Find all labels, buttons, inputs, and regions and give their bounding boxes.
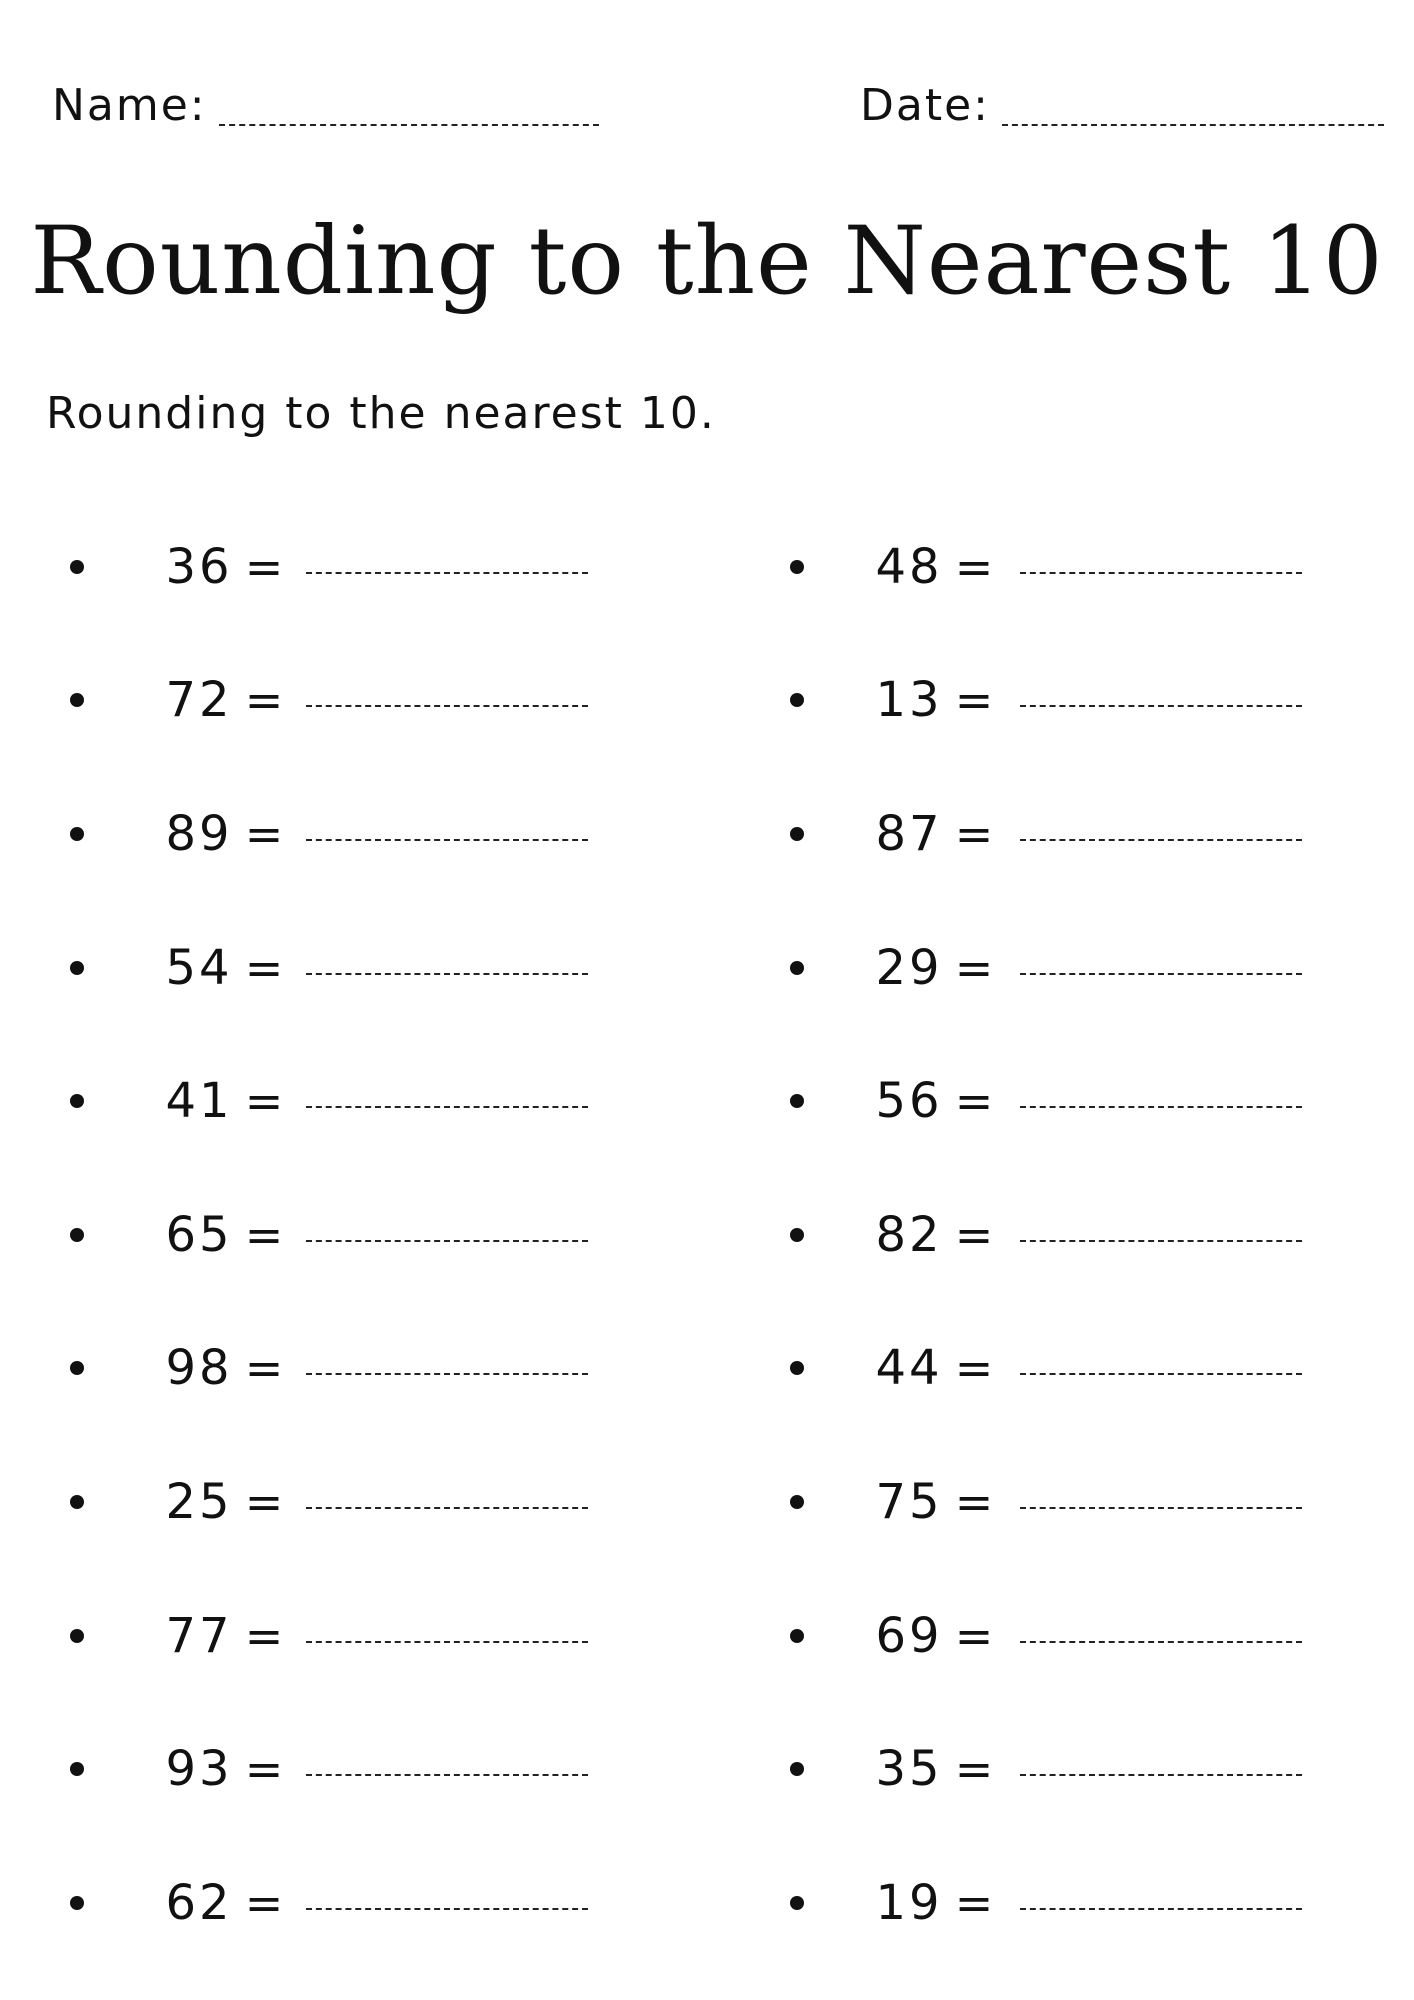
answer-line[interactable] xyxy=(1020,1240,1302,1242)
problem-item xyxy=(60,500,680,634)
answer-line[interactable] xyxy=(1020,1908,1302,1910)
equals-sign: = xyxy=(954,940,994,995)
problem-item xyxy=(780,1702,1400,1836)
equals-sign: = xyxy=(954,1875,994,1930)
problem-item xyxy=(780,634,1400,768)
problem-number: 87 xyxy=(875,805,943,862)
bullet-icon xyxy=(790,560,804,574)
answer-line[interactable] xyxy=(1020,572,1302,574)
bullet-icon xyxy=(70,1629,84,1643)
bullet-icon xyxy=(70,1762,84,1776)
problem-number: 48 xyxy=(875,538,943,595)
equals-sign: = xyxy=(244,806,284,861)
problem-number: 72 xyxy=(165,672,233,729)
problem-item xyxy=(780,1168,1400,1302)
equals-sign: = xyxy=(954,539,994,594)
problem-number: 13 xyxy=(875,672,943,729)
answer-line[interactable] xyxy=(306,1641,588,1643)
equals-sign: = xyxy=(954,1207,994,1262)
bullet-icon xyxy=(790,693,804,707)
answer-line[interactable] xyxy=(1020,1373,1302,1375)
answer-line[interactable] xyxy=(306,705,588,707)
problem-number: 69 xyxy=(875,1607,943,1664)
answer-line[interactable] xyxy=(306,1373,588,1375)
problem-number: 93 xyxy=(165,1741,233,1798)
problem-item xyxy=(60,1702,680,1836)
problem-item xyxy=(60,1569,680,1703)
problem-number: 75 xyxy=(875,1473,943,1530)
name-field xyxy=(52,68,599,131)
equals-sign: = xyxy=(954,1608,994,1663)
bullet-icon xyxy=(70,560,84,574)
problem-number: 65 xyxy=(165,1206,233,1263)
answer-line[interactable] xyxy=(1020,1507,1302,1509)
problem-item xyxy=(60,634,680,768)
problem-number: 98 xyxy=(165,1340,233,1397)
problem-item xyxy=(780,901,1400,1035)
problem-item xyxy=(780,1435,1400,1569)
problem-number: 35 xyxy=(875,1741,943,1798)
answer-line[interactable] xyxy=(306,572,588,574)
bullet-icon xyxy=(790,1094,804,1108)
problem-item xyxy=(60,1168,680,1302)
problem-number: 77 xyxy=(165,1607,233,1664)
bullet-icon xyxy=(790,827,804,841)
bullet-icon xyxy=(790,1896,804,1910)
problem-item xyxy=(60,767,680,901)
equals-sign: = xyxy=(244,1742,284,1797)
bullet-icon xyxy=(790,1629,804,1643)
date-answer-line[interactable] xyxy=(1002,124,1384,126)
equals-sign: = xyxy=(954,1742,994,1797)
problem-number: 25 xyxy=(165,1473,233,1530)
problem-item xyxy=(780,1034,1400,1168)
problem-item xyxy=(780,1836,1400,1970)
problem-item xyxy=(60,1034,680,1168)
bullet-icon xyxy=(70,693,84,707)
answer-line[interactable] xyxy=(306,1240,588,1242)
worksheet-title: Rounding to the Nearest 10 xyxy=(30,207,1384,316)
answer-line[interactable] xyxy=(306,1507,588,1509)
date-label: Date: xyxy=(860,80,990,131)
equals-sign: = xyxy=(244,1875,284,1930)
problem-column-left xyxy=(60,500,680,1970)
equals-sign: = xyxy=(954,1474,994,1529)
problem-item xyxy=(780,1569,1400,1703)
answer-line[interactable] xyxy=(306,1908,588,1910)
problem-number: 89 xyxy=(165,805,233,862)
problem-number: 19 xyxy=(875,1874,943,1931)
problem-item xyxy=(60,1302,680,1436)
bullet-icon xyxy=(70,1361,84,1375)
equals-sign: = xyxy=(954,1341,994,1396)
problem-item xyxy=(780,767,1400,901)
problem-number: 82 xyxy=(875,1206,943,1263)
equals-sign: = xyxy=(244,940,284,995)
equals-sign: = xyxy=(244,1074,284,1129)
problem-item xyxy=(60,1836,680,1970)
equals-sign: = xyxy=(244,1474,284,1529)
bullet-icon xyxy=(70,1495,84,1509)
problem-number: 36 xyxy=(165,538,233,595)
name-label: Name: xyxy=(52,80,207,131)
problem-item xyxy=(780,1302,1400,1436)
bullet-icon xyxy=(790,961,804,975)
bullet-icon xyxy=(70,827,84,841)
answer-line[interactable] xyxy=(1020,839,1302,841)
problem-number: 56 xyxy=(875,1073,943,1130)
name-answer-line[interactable] xyxy=(219,124,599,126)
bullet-icon xyxy=(790,1762,804,1776)
equals-sign: = xyxy=(244,1341,284,1396)
answer-line[interactable] xyxy=(306,839,588,841)
equals-sign: = xyxy=(244,539,284,594)
bullet-icon xyxy=(70,1896,84,1910)
equals-sign: = xyxy=(244,1608,284,1663)
problem-number: 62 xyxy=(165,1874,233,1931)
bullet-icon xyxy=(70,961,84,975)
equals-sign: = xyxy=(244,673,284,728)
answer-line[interactable] xyxy=(1020,705,1302,707)
date-field xyxy=(860,68,1384,131)
answer-line[interactable] xyxy=(1020,1106,1302,1108)
problem-number: 29 xyxy=(875,939,943,996)
answer-line[interactable] xyxy=(306,1774,588,1776)
answer-line[interactable] xyxy=(306,1106,588,1108)
problem-item xyxy=(60,901,680,1035)
instruction-text: Rounding to the nearest 10. xyxy=(46,388,716,439)
bullet-icon xyxy=(70,1094,84,1108)
equals-sign: = xyxy=(244,1207,284,1262)
answer-line[interactable] xyxy=(1020,1641,1302,1643)
bullet-icon xyxy=(70,1228,84,1242)
bullet-icon xyxy=(790,1495,804,1509)
bullet-icon xyxy=(790,1228,804,1242)
equals-sign: = xyxy=(954,806,994,861)
problem-number: 41 xyxy=(165,1073,233,1130)
equals-sign: = xyxy=(954,1074,994,1129)
problem-item xyxy=(60,1435,680,1569)
answer-line[interactable] xyxy=(1020,973,1302,975)
problem-column-right xyxy=(780,500,1400,1970)
problem-item xyxy=(780,500,1400,634)
answer-line[interactable] xyxy=(1020,1774,1302,1776)
problem-number: 54 xyxy=(165,939,233,996)
answer-line[interactable] xyxy=(306,973,588,975)
bullet-icon xyxy=(790,1361,804,1375)
problem-number: 44 xyxy=(875,1340,943,1397)
equals-sign: = xyxy=(954,673,994,728)
